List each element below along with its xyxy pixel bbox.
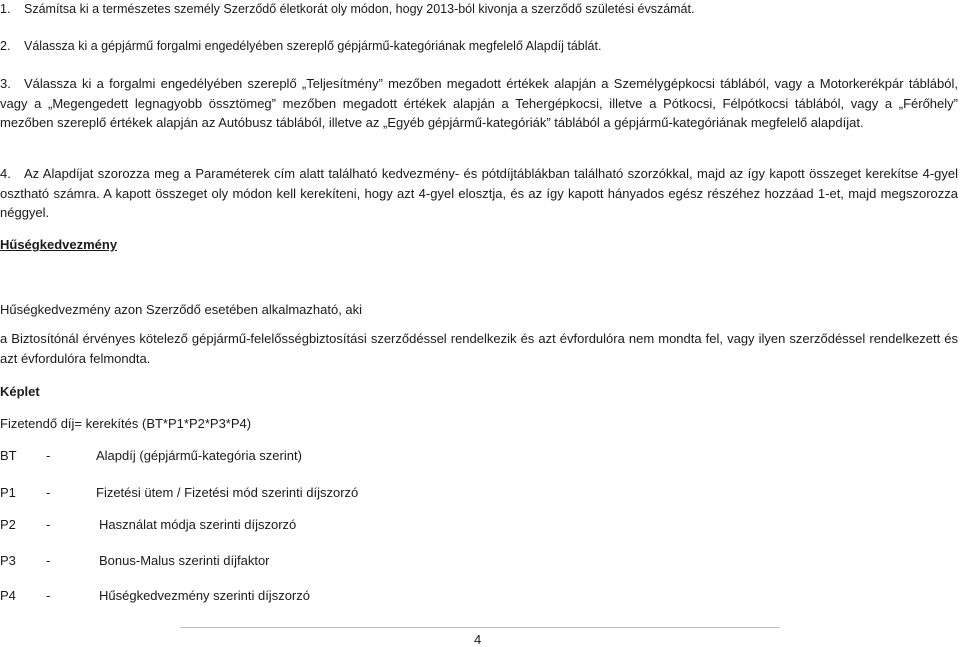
section-intro: Hűségkedvezmény azon Szerződő esetében alkalmazható, aki bbox=[0, 302, 363, 317]
legend-row-bt bbox=[0, 448, 302, 464]
list-item-1 bbox=[0, 1, 694, 17]
legend-description: Fizetési ütem / Fizetési mód szerinti díjszorzó bbox=[96, 485, 359, 500]
list-item-number: 1. bbox=[0, 2, 11, 16]
list-item-text: Számítsa ki a természetes személy Szerződő életkorát oly módon, hogy 2013-ból kivonja a szerződő születési évszámát. bbox=[24, 2, 695, 16]
formula-title: Képlet bbox=[0, 384, 40, 399]
list-item-3 bbox=[0, 74, 958, 133]
footer-divider bbox=[180, 627, 780, 628]
legend-description: Használat módja szerinti díjszorzó bbox=[99, 517, 297, 532]
legend-dash: - bbox=[46, 553, 51, 568]
list-item-number: 3. bbox=[0, 76, 11, 91]
legend-row-p1 bbox=[0, 485, 358, 501]
list-item-text: Válassza ki a forgalmi engedélyében szereplő „Teljesítmény” mezőben megadott értékek alapján a Személygépkocsi táblából, vagy a Motorkerékpár táblából, vagy a „Megengedett legnagyobb össztömeg” mezőben megadott értékek alapján a Tehergépkocsi, illetve a Pótkocsi, Félpótkocsi táblából, vagy a „Férőhely” mezőben szereplő értékek alapján az Autóbusz táblából, illetve az „Egyéb gépjármű-kategóriák” táblából a gépjármű-kategóriának megfelelő alapdíjat. bbox=[0, 76, 958, 130]
section-title: Hűségkedvezmény bbox=[0, 237, 118, 252]
legend-dash: - bbox=[46, 517, 51, 532]
list-item-2 bbox=[0, 38, 601, 54]
legend-code: P2 bbox=[0, 517, 16, 532]
legend-code: P1 bbox=[0, 485, 16, 500]
legend-description: Bonus-Malus szerinti díjfaktor bbox=[99, 553, 270, 568]
list-item-4 bbox=[0, 164, 958, 223]
formula-line: Fizetendő díj= kerekítés (BT*P1*P2*P3*P4) bbox=[0, 416, 252, 431]
legend-dash: - bbox=[46, 485, 51, 500]
legend-row-p3 bbox=[0, 553, 270, 569]
list-item-number: 2. bbox=[0, 39, 11, 53]
list-item-number: 4. bbox=[0, 166, 11, 181]
legend-description: Alapdíj (gépjármű-kategória szerint) bbox=[96, 448, 302, 463]
legend-row-p4 bbox=[0, 588, 310, 604]
legend-description: Hűségkedvezmény szerinti díjszorzó bbox=[99, 588, 310, 603]
page-number: 4 bbox=[474, 632, 482, 647]
list-item-text: Válassza ki a gépjármű forgalmi engedélyében szereplő gépjármű-kategóriának megfelelő Alapdíj táblát. bbox=[24, 39, 602, 53]
legend-code: P4 bbox=[0, 588, 16, 603]
section-body: a Biztosítónál érvényes kötelező gépjármű-felelősségbiztosítási szerződéssel rendelkezik és azt évfordulóra nem mondta fel, vagy ilyen szerződéssel rendelkezett és azt évfordulóra felmondta. bbox=[0, 331, 958, 366]
legend-row-p2 bbox=[0, 517, 296, 533]
legend-code: P3 bbox=[0, 553, 16, 568]
legend-code: BT bbox=[0, 448, 17, 463]
list-item-text: Az Alapdíjat szorozza meg a Paraméterek cím alatt található kedvezmény- és pótdíjtáblákban található szorzókkal, majd az így kapott összeget kerekítse 4-gyel osztható számra. A kapott összeget oly módon kell kerekíteni, hogy azt 4-gyel elosztja, és az így kapott hányados egész részéhez hozzáad 1-et, majd megszorozza néggyel. bbox=[0, 166, 958, 220]
legend-dash: - bbox=[46, 448, 51, 463]
legend-dash: - bbox=[46, 588, 51, 603]
